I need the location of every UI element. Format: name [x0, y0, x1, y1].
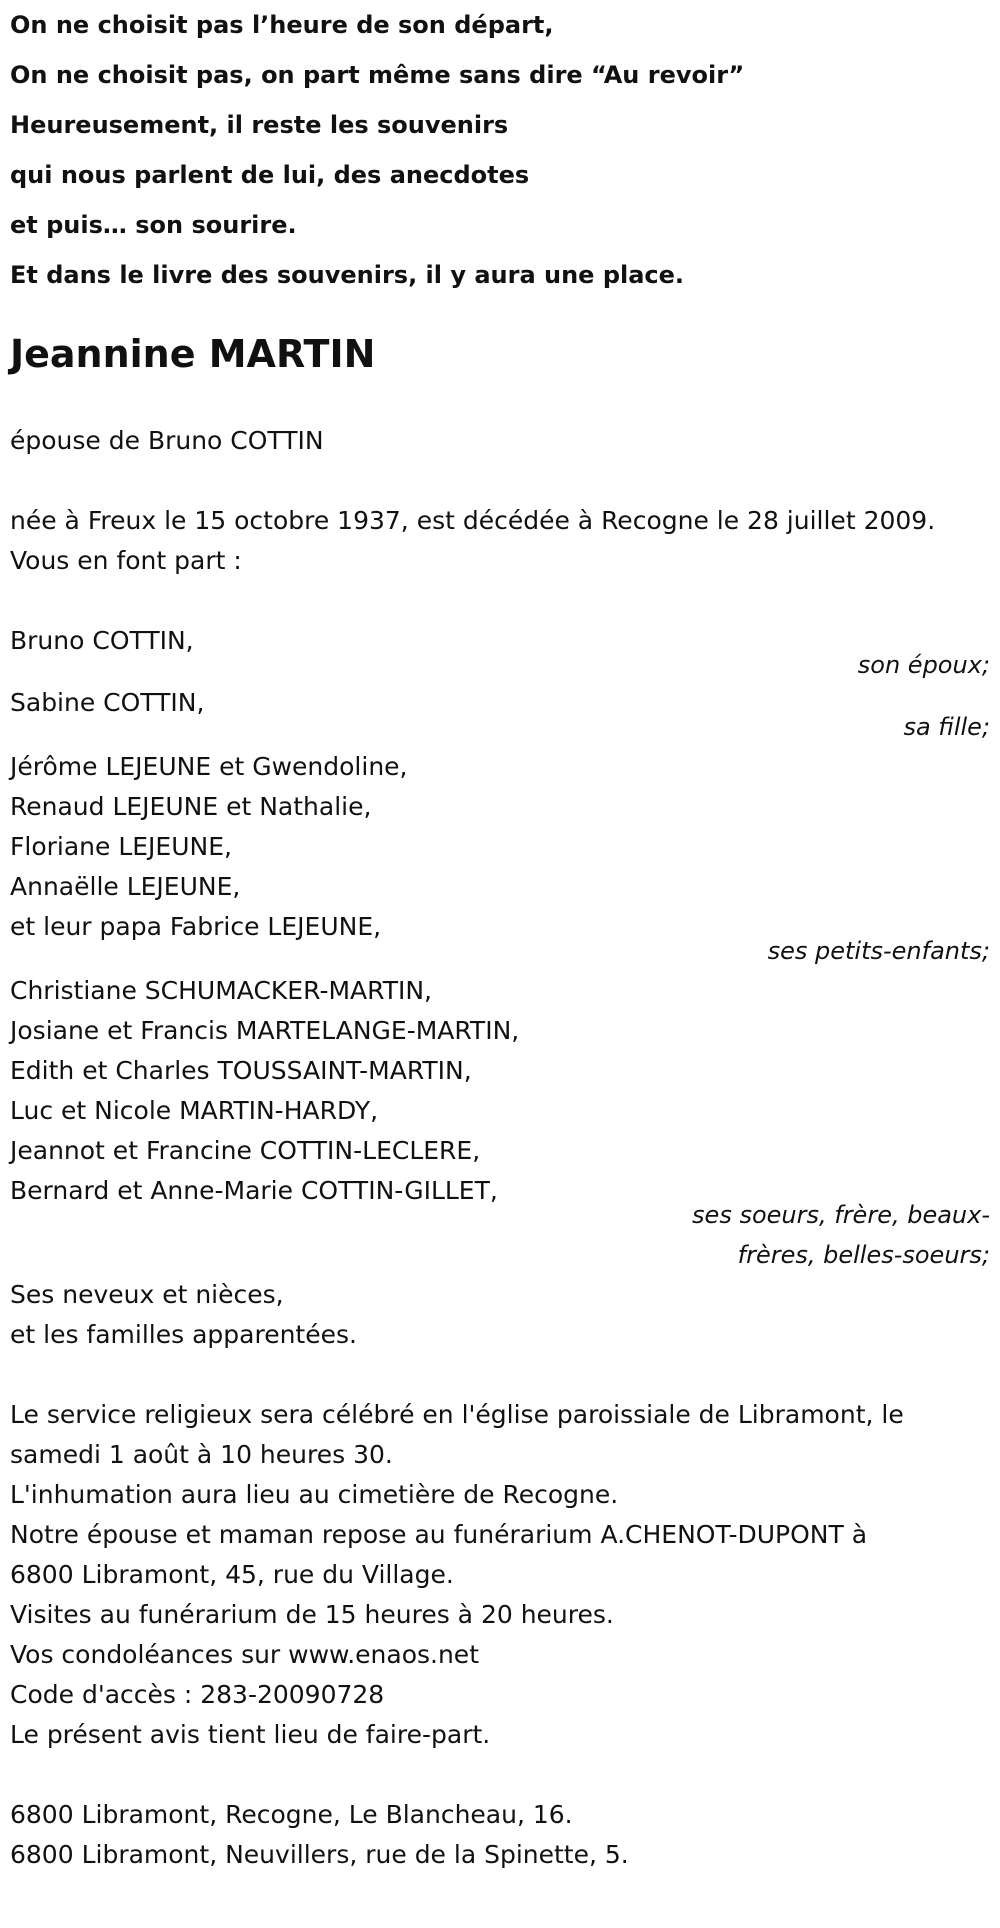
relatives	[10, 1275, 990, 1355]
service-line: L'inhumation aura lieu au cimetière de Recogne.	[10, 1480, 619, 1509]
service-line: samedi 1 août à 10 heures 30.	[10, 1440, 393, 1469]
service-info	[10, 1395, 990, 1755]
born-line: née à Freux le 15 octobre 1937, est décédée à Recogne le 28 juillet 2009.	[10, 506, 936, 535]
service-line: 6800 Libramont, 45, rue du Village.	[10, 1560, 454, 1589]
family-name: Luc et Nicole MARTIN-HARDY,	[10, 1096, 379, 1125]
family-group-grandchildren	[10, 747, 990, 971]
obituary-notice	[10, 0, 990, 1875]
family-group-siblings	[10, 971, 990, 1275]
relatives-line: Ses neveux et nièces,	[10, 1280, 284, 1309]
poem-line: et puis… son sourire.	[10, 211, 297, 239]
poem-line: On ne choisit pas l’heure de son départ,	[10, 11, 554, 39]
access-code: Code d'accès : 283-20090728	[10, 1680, 385, 1709]
relatives-line: et les familles apparentées.	[10, 1320, 357, 1349]
relation-label: ses petits-enfants;	[767, 937, 990, 965]
family-group-daughter	[10, 683, 990, 747]
condolences-website: Vos condoléances sur www.enaos.net	[10, 1640, 479, 1669]
relation-label: son époux;	[857, 651, 990, 679]
family-name: Renaud LEJEUNE et Nathalie,	[10, 792, 372, 821]
family-name: Annaëlle LEJEUNE,	[10, 872, 241, 901]
family-name: Christiane SCHUMACKER-MARTIN,	[10, 976, 432, 1005]
poem-line: qui nous parlent de lui, des anecdotes	[10, 161, 530, 189]
family-name: Bernard et Anne-Marie COTTIN-GILLET,	[10, 1176, 498, 1205]
spouse-line: épouse de Bruno COTTIN	[10, 426, 324, 455]
service-line: Visites au funérarium de 15 heures à 20 heures.	[10, 1600, 614, 1629]
addresses	[10, 1795, 990, 1875]
address-line: 6800 Libramont, Neuvillers, rue de la Spinette, 5.	[10, 1840, 629, 1869]
family-name: Edith et Charles TOUSSAINT-MARTIN,	[10, 1056, 472, 1085]
deceased-name: Jeannine MARTIN	[10, 332, 376, 376]
family-name: Bruno COTTIN,	[10, 626, 194, 655]
family-name: et leur papa Fabrice LEJEUNE,	[10, 912, 382, 941]
address-line: 6800 Libramont, Recogne, Le Blancheau, 16.	[10, 1800, 573, 1829]
poem	[10, 0, 990, 300]
poem-line: Et dans le livre des souvenirs, il y aura une place.	[10, 261, 685, 289]
poem-line: Heureusement, il reste les souvenirs	[10, 111, 509, 139]
birth-death-info	[10, 501, 990, 581]
poem-line: On ne choisit pas, on part même sans dire “Au revoir”	[10, 61, 745, 89]
service-line: Le service religieux sera célébré en l'église paroissiale de Libramont, le	[10, 1400, 904, 1429]
family-name: Floriane LEJEUNE,	[10, 832, 232, 861]
family-name: Jeannot et Francine COTTIN-LECLERE,	[10, 1136, 481, 1165]
announce-line: Vous en font part :	[10, 546, 242, 575]
relation-label: ses soeurs, frère, beaux-frères, belles-soeurs;	[692, 1201, 990, 1269]
family-group-spouse	[10, 621, 990, 685]
family-name: Josiane et Francis MARTELANGE-MARTIN,	[10, 1016, 520, 1045]
relation-label: sa fille;	[903, 713, 990, 741]
service-line: Notre épouse et maman repose au funérarium A.CHENOT-DUPONT à	[10, 1520, 868, 1549]
family-name: Sabine COTTIN,	[10, 688, 205, 717]
family-name: Jérôme LEJEUNE et Gwendoline,	[10, 752, 408, 781]
service-line: Le présent avis tient lieu de faire-part.	[10, 1720, 491, 1749]
